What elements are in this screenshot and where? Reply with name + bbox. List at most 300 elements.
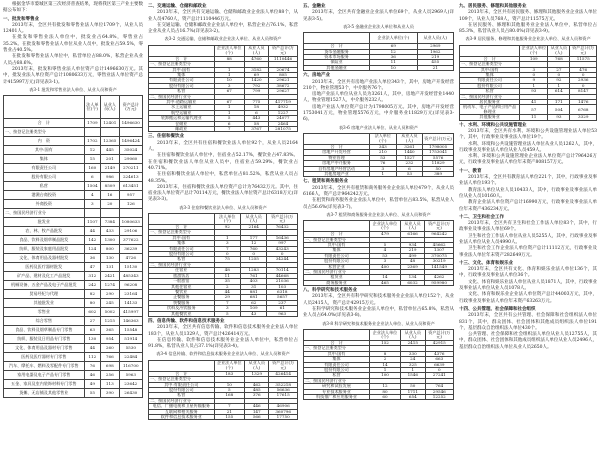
row-label: 合 计 [149,225,215,230]
table-row [4,218,143,227]
cell-value: 5002 [101,308,119,317]
cell-value: 75 [214,257,240,262]
cell-value: 1504 [84,182,100,191]
row-label: 保险业 [304,60,370,65]
cell-value: 146363 [119,317,142,326]
table-row [4,335,143,344]
row-label: 文化、体育用品及器材专门零售 [4,344,85,353]
cell-value: 22484 [119,353,142,362]
cell-value: 485343 [119,272,142,281]
paragraph: 房地产业法人单位资产总计为1798005万元。其中，房地产开发经营1753041万元，物业管理5576万元，中介服务业11829万元(详见表3-6)。 [303,104,454,123]
column-header [149,45,215,56]
paragraph: 在租赁和商务服务业企业法人单位中，私营单位占83.5%，私营从业人员占56.6%(详见表3-7)。 [303,198,454,210]
cell-value: 63 [84,326,100,335]
cell-value: 2936 [570,78,597,83]
cell-value: 155 [214,414,245,419]
cell-value: 260 [101,344,119,353]
cell-value: 1709 [84,119,100,128]
section-heading: 五、金融业 [303,4,326,9]
cell-value: 55 [84,389,100,398]
paragraph: 2013年末，全区共有房地产业法人单位343个，其中，房地产开发经营210个，物业管理53个，中介服务76个。 [303,79,454,91]
cell-value: 2969 [417,44,453,49]
cell-value: 613451 [119,182,142,191]
cell-value: 18 [244,105,268,110]
cell-value: 352218 [269,382,298,387]
cell-value: 131 [101,263,119,272]
cell-value: 1110446 [269,56,298,61]
cell-value: 4 [84,191,100,200]
row-label: 一、按登记注册类型分 [4,128,85,137]
row-label: 合 计 [304,44,370,49]
cell-value: 53 [370,155,397,160]
paragraph: 2013年末，全区共有住宿和餐饮业法人单位92个，从业人员2164人。 [148,140,298,153]
cell-value: 325 [401,362,426,367]
cell-value: 6639 [425,362,453,367]
row-label: 资本市场服务 [304,55,370,60]
row-label: 纺织、服装及日用品专门零售 [4,335,85,344]
paragraph: 2013年末，全区共有卫生和社会工作法人单位83个，其中，行政事业及事业法人单位69个。 [459,221,597,233]
table-row [4,299,143,308]
cell-value: 1702 [84,137,100,146]
section-heading: 十二、卫生和社会工作 [459,214,504,220]
cell-value: 799 [244,89,268,94]
cell-value: 38672 [269,83,298,88]
column-header: 资产总计(万元) [269,360,298,371]
table-header-row [4,96,143,119]
cell-value: 56636 [269,387,298,392]
cell-value: 210 [370,150,397,155]
cell-value: 1 [520,83,548,88]
cell-value: 53 [370,253,401,258]
cell-value: 360796 [269,409,298,414]
cell-value: 46906 [269,404,298,409]
paragraph: 教育法人单位从业人员10433人，其中，行政事业及事业法人单位从业人员10160人。 [459,187,597,199]
row-label: 有限责任公司 [149,246,215,251]
cell-value: 29106 [119,227,142,236]
column-header: 从业人员(人) [417,33,453,44]
row-label: 汽车、摩托车、燃料及零配件专门零售 [4,362,85,371]
cell-value: 5 [214,311,240,316]
row-label: 航空运输业 [149,110,215,115]
row-label: 外商投资 [4,200,85,209]
row-label: 股份有限公司 [149,387,215,392]
cell-value: 986 [101,173,119,182]
cell-value: 1420 [244,78,268,83]
row-label: 私营 [149,89,215,94]
cell-value: 11 [370,60,418,65]
cell-value: 11 [214,273,240,278]
table-3-9 [459,45,597,121]
paragraph: 根据金华市婺城区第三次经济普查结果，现将我区第三产业主要数据公布如下： [3,2,143,14]
table-3-5 [303,32,454,71]
row-label: 合 计 [304,340,370,345]
cell-value: 499 [400,253,424,258]
cell-value: 0 [425,367,453,372]
paragraph: 在住宿和餐饮业法人单位中，住宿业占52.17%，餐饮业占47.83%。在住宿和餐饮业法人单位从业人员中，住宿业占59.29%，餐饮业占40.71%。 [148,153,298,171]
paragraph: 2013年末，全区共有水利、环境和公共设施管理业法人单位53个，其中，行政事业及事业法人单位19个。 [459,128,597,141]
cell-value: 109 [240,306,266,311]
cell-value: 1 [214,105,244,110]
cell-value: 390 [101,389,119,398]
row-label: 房地产中介服务 [304,161,370,166]
row-label: 股份有限公司 [304,367,370,372]
table-header-row [304,33,454,44]
cell-value: 0 [214,252,240,257]
cell-value: 36239 [119,245,142,254]
cell-value: 1753041 [423,150,454,155]
section-heading: 三、住宿和餐饮业 [148,134,184,140]
cell-value: 17750 [269,414,298,419]
table-row [149,311,298,316]
row-label: 股份有限公司 [149,252,215,257]
cell-value: 270211 [119,164,142,173]
row-label: 股份有限公司 [4,173,85,182]
cell-value: 29627 [269,89,298,94]
row-label: 其中:道路运输业 [149,100,215,105]
table-row [4,146,143,155]
cell-value: 17615 [269,393,298,398]
cell-value: 1496424 [119,137,142,146]
cell-value [101,209,119,218]
column-header [149,214,215,225]
table-3-8 [303,329,454,400]
row-label: 正餐服务 [149,295,215,300]
cell-value: 1227 [269,110,298,115]
cell-value: 160 [84,164,100,173]
cell-value: 232 [396,161,423,166]
row-label: 二、按国民经济行业分 [149,398,215,403]
row-label: 货币金融服务 [304,49,370,54]
cell-value: 377622 [119,236,142,245]
row-label: 其中:国有 [304,351,370,356]
table-row [4,128,143,137]
cell-value: 1 [370,171,397,176]
cell-value: 10 [214,78,244,83]
table-3-3 [148,213,298,317]
cell-value: 800 [101,245,119,254]
cell-value: 48 [214,268,240,273]
cell-value: 51914 [119,335,142,344]
cell-value: 183 [214,371,245,376]
paragraph: 在科学研究和技术服务业企业法人单位中，私营单位占65.8%，私营从业人员占64.0%(详见表3-8)。 [303,307,454,319]
cell-value: 417719 [269,100,298,105]
cell-value: 80 [370,389,401,394]
cell-value: 1962 [417,49,453,54]
cell-value: 6768 [570,105,597,115]
cell-value: 1080633 [119,218,142,227]
cell-value: 70114 [267,268,298,273]
cell-value: 443 [244,116,268,121]
cell-value: 44 [214,289,240,294]
table-row [304,65,454,70]
cell-value: 964242 [425,232,454,237]
cell-value: 27 [548,67,570,72]
row-label: 机械设备、五金产品及电子产品批发 [4,281,85,290]
cell-value: 14 [370,362,401,367]
cell-value: 330 [401,351,426,356]
cell-value: 761 [240,273,266,278]
cell-value: 6 [244,110,268,115]
cell-value: 42915 [425,340,453,345]
row-label: 其中:有限责任公司 [149,382,215,387]
row-label: 合 计 [4,119,85,128]
table-row [4,254,143,263]
table-row [4,137,143,146]
table-row [4,236,143,245]
column-header [304,329,370,340]
cell-value: 24 [401,357,426,362]
cell-value: 103 [267,284,298,289]
cell-value: 343 [370,144,397,149]
paragraph: 文化、体育和娱乐业法人单位从业人员1871人，其中，行政事业及事业法人单位从业人员1078人。 [459,279,597,292]
cell-value: 4376 [425,351,453,356]
cell-value: 614 [548,89,570,94]
row-label: 有限责任公司 [460,78,520,83]
cell-value: 0 [570,73,597,78]
cell-value: 775 [244,100,268,105]
row-label: 私营企业 [304,264,370,269]
cell-value: 9 [520,78,548,83]
column-header: 资产总计(万元) [570,45,597,56]
cell-value: 34244 [267,257,298,262]
paragraph: 2013年末，全区共有批发和零售业法人单位1709个，从业人员12401人。 [3,22,143,35]
cell-value: 426414 [269,371,298,376]
cell-value: 5963 [119,371,142,380]
row-label: 有限责任公司 [304,253,370,258]
paragraph: 在信息传输、软件和信息技术服务业企业法人单位中，私营单位占91.8%，私营从业人员占37.1%(详见表3-4)。 [148,337,298,350]
cell-value: 224613 [119,173,142,182]
cell-value: 152 [370,340,401,345]
table-row [4,272,143,281]
cell-value: 5576 [423,155,454,160]
row-label: 集体 [4,155,85,164]
cell-value: 768 [548,56,570,61]
row-label: 其他餐饮业 [149,311,215,316]
row-label: 医药及医疗器材专门零售 [4,353,85,362]
cell-value: 35024 [119,146,142,155]
table-caption: 表3-9 居民服务、修理和其他服务业企业法人单位、从业人员和资产 [465,36,591,42]
paragraph: 2013年末，全区共有交通运输、仓储和邮政业企业法人单位88个，从业人员4760人，资产总计1110446万元。 [148,10,298,22]
cell-value: 12252 [425,395,453,400]
row-label: 食品、饮料及烟草制品专门零售 [4,326,85,335]
cell-value: 6166 [400,232,424,237]
row-label: 一、按登记注册类型分 [149,62,215,67]
table-header-row [460,45,597,56]
row-label: 私营 [149,393,215,398]
cell-value: 7 [214,246,240,251]
cell-value: 27241 [425,373,453,378]
row-label: 股份有限公司 [460,83,520,88]
row-label: 水上运输业 [149,105,215,110]
cell-value: 963 [267,311,298,316]
cell-value: 237 [267,300,298,305]
cell-value: 48 [400,259,424,264]
row-label: 合 计 [304,144,370,149]
cell-value: 6 [84,173,100,182]
row-label: 综合零售 [4,317,85,326]
cell-value: 8 [370,351,401,356]
row-label: 内 资 [4,137,85,146]
table-row [4,389,143,398]
paragraph: 在批发和零售业法人单位中，私营单位占88.0%，私营企业从业人员占68.6%。 [3,54,143,66]
section-heading: 十一、教育 [459,168,482,174]
cell-value: 446 [245,404,269,409]
column-header: 企业法人单位(个) [370,221,401,232]
cell-value: 445 [101,146,119,155]
column-1 [3,2,143,400]
cell-value: 21 [417,65,453,70]
row-label: 其他房地产业 [304,171,370,176]
cell-value: 476 [570,67,597,72]
table-row [304,171,454,176]
cell-value [101,128,119,137]
cell-value: 82 [84,290,100,299]
cell-value: 1 [214,67,244,72]
row-label: 文化、体育用品及器材批发 [4,254,85,263]
column-header: 企业法人单位(个) [521,45,547,55]
cell-value: 415997 [119,308,142,317]
table-row [4,317,143,326]
cell-value: 792 [244,83,268,88]
row-label: 饮料及冷饮服务 [149,306,215,311]
column-header [4,96,85,119]
cell-value: 3 [520,67,548,72]
row-label: 其他金融业 [304,65,370,70]
cell-value: 1215 [101,317,119,326]
cell-value: 4 [370,248,401,253]
table-row [4,173,143,182]
paragraph: 水利、环境和公共设施管理业法人单位从业人员1262人，其中，行政事业及事业法人单位从业人员459人。 [459,141,597,153]
cell-value: 2 [370,357,401,362]
column-header: 资产总计(万元) [423,133,454,144]
cell-value: 76 [370,161,397,166]
paragraph: 在交通运输、仓储和邮政业企业法人单位中，私营企业占76.1%，私营企业从业人员占16.7%(详见表3-2)。 [148,22,298,35]
table-header-row [304,133,454,144]
table-3-4 [148,360,298,421]
row-label: 其他住宿业 [149,284,215,289]
table-row [304,280,454,285]
cell-value: 69 [244,73,268,78]
row-label: 纺织、服装及家庭用品批发 [4,245,85,254]
cell-value: 5657 [267,295,298,300]
cell-value: 168 [214,393,245,398]
cell-value: 23642 [119,380,142,389]
table-caption: 表3-5 金融业企业法人单位和从业人员 [343,23,414,29]
cell-value: 403 [240,279,266,284]
cell-value: 2369 [400,264,424,269]
cell-value: 57 [520,105,548,115]
paragraph: 2013年末，批发和零售业法人单位资产总计1496630万元。其中，批发业法人单位资产总计1080633万元，零售业法人单位资产总计415997万元(详见表3-1)。 [3,66,143,85]
row-label: 合 计 [460,56,520,61]
cell-value: 465 [370,280,401,285]
section-heading: 七、租赁和商务服务业 [303,179,348,185]
row-label: 家用电器及电子产品专门零售 [4,371,85,380]
cell-value: 36 [370,55,418,60]
cell-value: 8509 [101,182,119,191]
cell-value: 312 [84,272,100,281]
cell-value: 44 [84,227,100,236]
row-label: 矿产品、建材及化工产品批发 [4,272,85,281]
cell-value: 12365 [101,137,119,146]
row-label: 二、按国民经济行业分 [460,94,520,99]
cell-value: 21 [214,409,245,414]
cell-value: 92 [214,225,240,230]
table-row [4,344,143,353]
column-header: 从业人员(人) [101,96,119,119]
table-3-6 [303,133,454,177]
cell-value: 5530 [119,344,142,353]
row-label: 互联网和相关服务 [149,409,215,414]
cell-value: 130 [84,335,100,344]
cell-value: 92 [548,78,570,83]
row-label: 一、按登记注册类型分 [304,237,370,242]
cell-value: 67 [214,89,244,94]
cell-value: 997 [267,241,298,246]
cell-value [84,209,100,218]
row-label: 商务服务业 [304,280,370,285]
cell-value: 49 [84,380,100,389]
row-label: 自有房地产经营活动 [304,166,370,171]
cell-value: 6 [214,121,244,126]
row-label: 其中:国有 [304,242,370,247]
cell-value: 53 [396,171,423,176]
row-label: 专业技术服务业 [304,389,370,394]
cell-value: 2415 [401,340,426,345]
cell-value: 15 [84,155,100,164]
row-label: 五金、家具及室内装饰材料专门零售 [4,380,85,389]
cell-value: 1274 [101,281,119,290]
cell-value: 58 [244,121,268,126]
cell-value: 0 [570,83,597,88]
row-label: 股份有限公司 [149,83,215,88]
cell-value: 0 [520,73,548,78]
row-label: 批发业 [4,218,85,227]
table-caption: 表3-6 房地产业法人单位、从业人员和资产 [338,124,419,130]
row-label: 住宿业 [149,268,215,273]
cell-value: 654 [401,395,426,400]
row-label: 其中:国有 [460,67,520,72]
column-header: 从业人员(人) [240,214,266,225]
cell-value: 1496630 [119,119,142,128]
row-label: 二、按国民经济行业分 [149,94,215,99]
table-row [4,308,143,317]
row-label: 二、按国民经济行业分 [304,378,370,383]
section-heading: 二、交通运输、仓储和邮政业 [148,4,207,9]
row-label: 其中:国有 [149,235,215,240]
table-row [304,150,454,155]
cell-value: 14133 [119,299,142,308]
cell-value: 242 [84,281,100,290]
cell-value: 20674 [269,67,298,72]
cell-value: 957 [119,191,142,200]
cell-value: 80 [84,299,100,308]
row-label: 邮政业 [149,127,215,132]
table-row [4,371,143,380]
section-heading: 十四、公共管理、社会保障和社会组织 [459,306,536,312]
column-header: 企业法人单位(个) [370,33,418,44]
cell-value: 112 [84,353,100,362]
paragraph: 2013年末，全区共有教育法人单位221个，其中，行政事业及事业法人单位193个。 [459,175,597,187]
cell-value: 7 [214,404,245,409]
row-label: 食品、饮料及烟草制品批发 [4,236,85,245]
column-2 [148,2,298,422]
row-label: 租赁业 [304,275,370,280]
column-header [460,45,520,56]
cell-value: 47 [84,263,100,272]
row-label: 集体 [460,73,520,78]
cell-value: 376 [245,393,269,398]
table-row [4,209,143,218]
